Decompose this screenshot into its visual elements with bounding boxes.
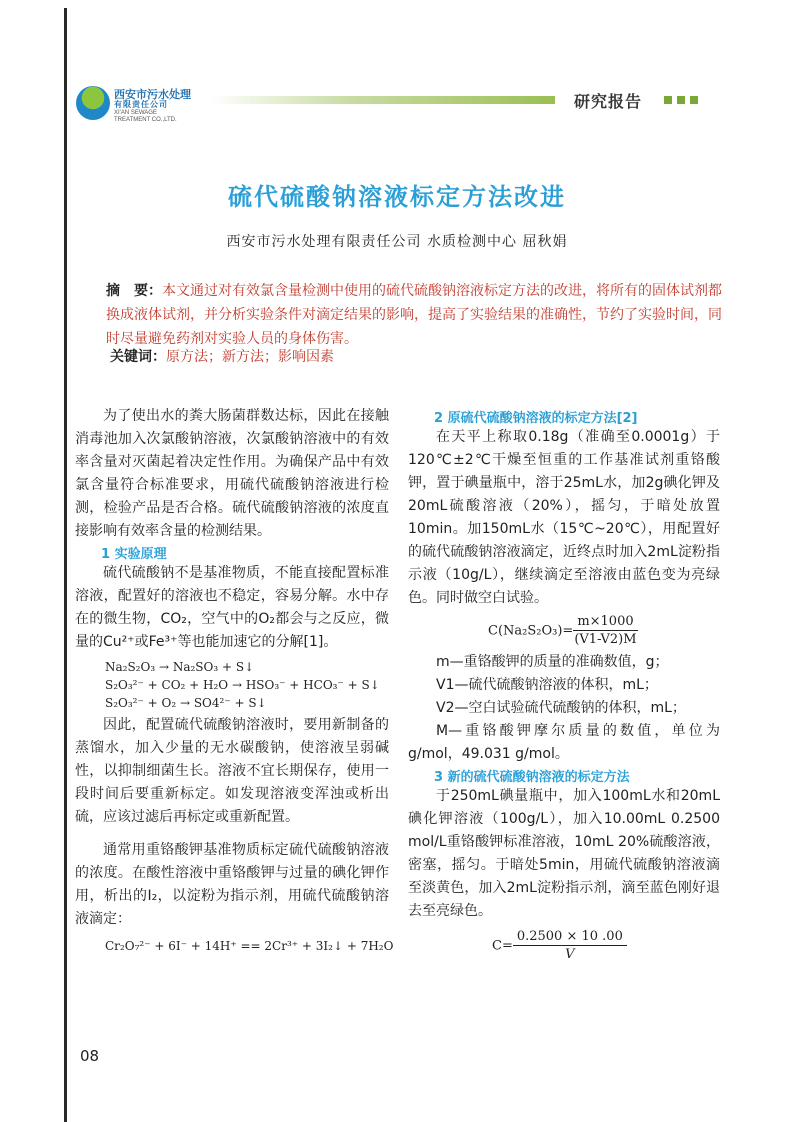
equation-2: S₂O₃²⁻ + CO₂ + H₂O → HSO₃⁻ + HCO₃⁻ + S↓: [105, 678, 380, 692]
formula-1: [488, 614, 720, 647]
intro-paragraph: 为了使出水的粪大肠菌群数达标，因此在接触消毒池加入次氯酸钠溶液，次氯酸钠溶液中的有效率含量对灭菌起着决定性作用。为确保产品中有效氯含量符合标准要求，用硫代硫酸钠溶液进行检测，检验产品是否合格。硫代硫酸钠溶液的浓度直接影响有效率含量的检测结果。: [75, 408, 389, 539]
header-square: [664, 96, 672, 104]
paragraph-5: 于250mL碘量瓶中，加入100mL水和20mL碘化钾溶液（100g/L），加入10.00mL 0.2500 mol/L重铬酸钾标准溶液，10mL 20%硫酸溶液，密塞，摇匀。于暗处5min，用硫代硫酸钠溶液滴至淡黄色，加入2mL淀粉指示剂，滴至蓝色刚好退去至亮绿色。: [408, 788, 720, 919]
left-margin-rule: [64, 8, 67, 1122]
formula-2-lhs: C=: [492, 938, 513, 954]
left-column: [75, 405, 394, 953]
paragraph-4: 在天平上称取0.18g（准确至0.0001g）于120℃±2℃干燥至恒重的工作基准试剂重铬酸钾，置于碘量瓶中，溶于25mL水，加2g碘化钾及20mL硫酸溶液（20%），摇匀，于暗处放置10min。加150mL水（15℃~20℃），用配置好的硫代硫酸钠溶液滴定，近终点时加入2mL淀粉指示液（10g/L），继续滴定至溶液由蓝色变为亮绿色。同时做空白试验。: [408, 429, 720, 606]
section-label: 研究报告: [574, 92, 643, 111]
abstract: [106, 279, 722, 351]
definition-v2: V2—空白试验硫代硫酸钠的体积，mL；: [436, 700, 686, 716]
formula-1-denominator: (V1-V2)M: [574, 632, 637, 647]
section-heading-3: 3 新的硫代硫酸钠溶液的标定方法: [434, 770, 630, 785]
logo-line-2: 有限责任公司: [114, 100, 168, 109]
abstract-label: 摘 要：: [106, 283, 162, 299]
formula-1-lhs: C(Na₂S₂O₃)=: [488, 623, 574, 639]
keywords: [110, 346, 334, 366]
header-square: [677, 96, 685, 104]
header-square: [690, 96, 698, 104]
keywords-label: 关键词：: [110, 349, 166, 365]
section-heading-2: 2 原硫代硫酸钠溶液的标定方法[2]: [434, 411, 638, 426]
formula-2-numerator: 0.2500 × 10 .00: [513, 929, 627, 946]
logo-line-3: XI'AN SEWAGE TREATMENT CO.,LTD.: [114, 110, 177, 123]
company-logo: [76, 84, 216, 124]
equation-4: Cr₂O₇²⁻ + 6I⁻ + 14H⁺ == 2Cr³⁺ + 3I₂↓ + 7H₂O: [105, 939, 394, 953]
equation-3: S₂O₃²⁻ + O₂ → SO4²⁻ + S↓: [105, 696, 267, 710]
definition-v1: V1—硫代硫酸钠溶液的体积，mL；: [436, 677, 658, 693]
abstract-text: 本文通过对有效氯含量检测中使用的硫代硫酸钠溶液标定方法的改进，将所有的固体试剂都换成液体试剂，并分析实验条件对滴定结果的影响，提高了实验结果的准确性，节约了实验时间，同时尽量避免药剂对实验人员的身体伤害。: [106, 283, 722, 347]
article-title: 硫代硫酸钠溶液标定方法改进: [228, 183, 566, 211]
equation-1: Na₂S₂O₃ → Na₂SO₃ + S↓: [105, 660, 255, 674]
right-column: [408, 407, 720, 962]
formula-2-denominator: V: [565, 947, 575, 962]
keywords-text: 原方法；新方法；影响因素: [166, 349, 334, 365]
section-heading-1: 1 实验原理: [101, 547, 167, 562]
author-line: 西安市污水处理有限责任公司 水质检测中心 屈秋娟: [226, 234, 568, 250]
formula-1-numerator: m×1000: [573, 614, 637, 631]
paragraph-3: 通常用重铬酸钾基准物质标定硫代硫酸钠溶液的浓度。在酸性溶液中重铬酸钾与过量的碘化钾作用，析出的I₂，以淀粉为指示剂，用硫代硫酸钠溶液滴定：: [75, 842, 389, 927]
definition-molar-mass: M—重铬酸钾摩尔质量的数值，单位为g/mol，49.031 g/mol。: [408, 723, 720, 762]
header-bar: [210, 96, 555, 104]
definition-m: m—重铬酸钾的质量的准确数值，g；: [436, 654, 669, 670]
paragraph-2: 因此，配置硫代硫酸钠溶液时，要用新制备的蒸馏水，加入少量的无水碳酸钠，使溶液呈弱碱性，以抑制细菌生长。溶液不宜长期保存，使用一段时间后要重新标定。如发现溶液变浑浊或析出硫，应该过滤后再标定或重新配置。: [75, 717, 389, 825]
paragraph-1: 硫代硫酸钠不是基准物质，不能直接配置标准溶液，配置好的溶液也不稳定，容易分解。水中存在的微生物，CO₂，空气中的O₂都会与之反应，微量的Cu²⁺或Fe³⁺等也能加速它的分解[1]。: [75, 565, 389, 650]
logo-emblem-icon: [76, 86, 110, 120]
logo-line-1: 西安市污水处理: [114, 89, 191, 101]
formula-2: [492, 929, 720, 962]
page-number: 08: [80, 1047, 100, 1065]
